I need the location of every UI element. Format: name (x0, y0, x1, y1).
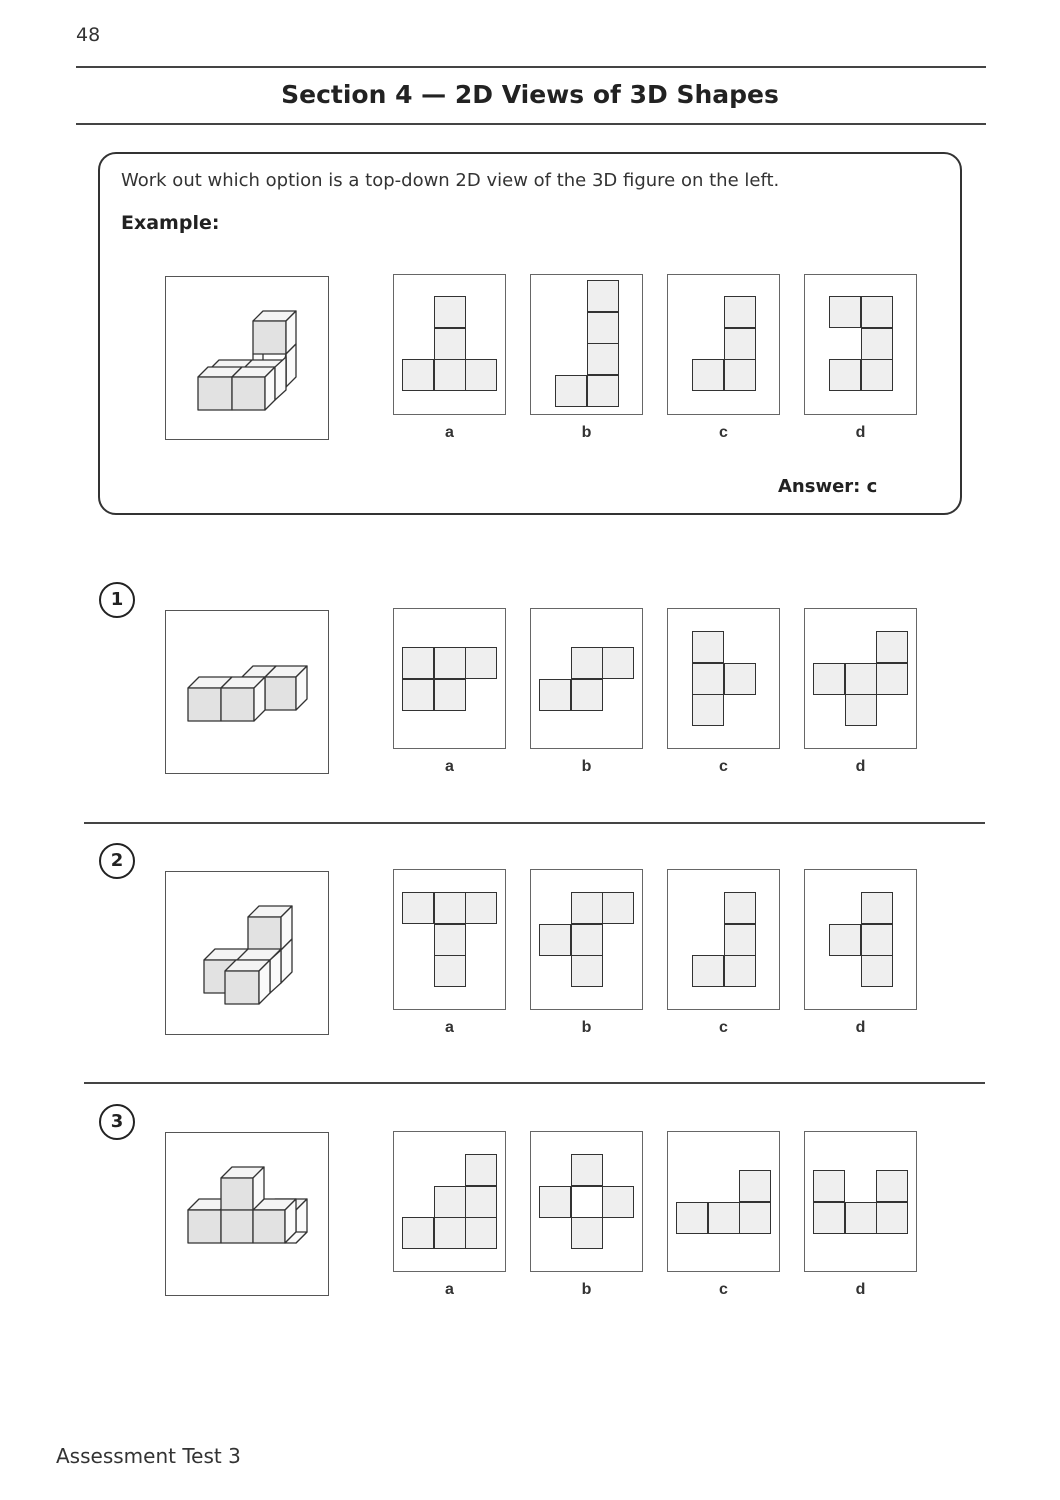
grid-square (724, 359, 756, 391)
grid-square (571, 1217, 603, 1249)
example-option-b[interactable] (530, 274, 643, 415)
question-number-3: 3 (99, 1104, 135, 1140)
example-label: Example: (121, 212, 220, 234)
example-3d-figure (165, 276, 329, 440)
grid-square (724, 296, 756, 328)
question-2-option-d[interactable] (804, 869, 917, 1010)
option-label-b: b (581, 1281, 592, 1298)
section-title: Section 4 — 2D Views of 3D Shapes (281, 80, 779, 109)
grid-square (829, 296, 861, 328)
grid-square (402, 647, 434, 679)
grid-square (434, 296, 466, 328)
question-3-3d-figure (165, 1132, 329, 1296)
grid-square (676, 1202, 708, 1234)
grid-square (813, 663, 845, 695)
grid-square (571, 647, 603, 679)
grid-square (739, 1170, 771, 1202)
grid-square (845, 1202, 877, 1234)
grid-square (876, 663, 908, 695)
instructions-text: Work out which option is a top-down 2D view of the 3D figure on the left. (121, 170, 780, 191)
grid-square (587, 375, 619, 407)
grid-square (587, 312, 619, 344)
question-3-option-c[interactable] (667, 1131, 780, 1272)
grid-square (876, 631, 908, 663)
grid-square (692, 663, 724, 695)
option-label-a: a (445, 758, 454, 775)
grid-square (465, 1154, 497, 1186)
grid-square (465, 359, 497, 391)
grid-square (861, 328, 893, 360)
grid-square (692, 631, 724, 663)
grid-square (692, 359, 724, 391)
option-label-b: b (581, 1019, 592, 1036)
question-1-option-c[interactable] (667, 608, 780, 749)
grid-square (845, 663, 877, 695)
question-divider (84, 1082, 985, 1084)
grid-square (434, 647, 466, 679)
option-label-a: a (445, 1281, 454, 1298)
grid-square (692, 694, 724, 726)
header-top-rule (76, 66, 986, 68)
grid-square (724, 663, 756, 695)
example-option-c[interactable] (667, 274, 780, 415)
grid-square (402, 359, 434, 391)
grid-square (571, 1154, 603, 1186)
grid-square (571, 924, 603, 956)
grid-square (708, 1202, 740, 1234)
grid-square (813, 1170, 845, 1202)
grid-square (465, 892, 497, 924)
grid-square (402, 679, 434, 711)
isometric-cube-figure-icon (166, 611, 330, 775)
grid-square (402, 1217, 434, 1249)
example-option-a[interactable] (393, 274, 506, 415)
question-2-option-b[interactable] (530, 869, 643, 1010)
question-1-option-d[interactable] (804, 608, 917, 749)
grid-square (587, 280, 619, 312)
grid-square (434, 359, 466, 391)
grid-square (861, 924, 893, 956)
page-number: 48 (76, 24, 101, 46)
grid-square (861, 955, 893, 987)
grid-square (539, 924, 571, 956)
option-label-c: c (719, 758, 728, 775)
question-2-option-a[interactable] (393, 869, 506, 1010)
example-option-d[interactable] (804, 274, 917, 415)
grid-square (724, 892, 756, 924)
option-label-c: c (719, 424, 728, 441)
option-label-d: d (855, 1281, 866, 1298)
grid-square (571, 892, 603, 924)
footer-test-name: Assessment Test 3 (56, 1444, 241, 1468)
grid-square (465, 1186, 497, 1218)
grid-square (861, 296, 893, 328)
option-label-d: d (855, 1019, 866, 1036)
grid-square (434, 955, 466, 987)
option-label-a: a (445, 424, 454, 441)
grid-square (539, 679, 571, 711)
grid-square (465, 647, 497, 679)
grid-square (587, 343, 619, 375)
grid-square (829, 359, 861, 391)
grid-square (434, 679, 466, 711)
grid-square (602, 1186, 634, 1218)
grid-square (602, 647, 634, 679)
grid-square (465, 1217, 497, 1249)
grid-square (861, 359, 893, 391)
question-1-option-b[interactable] (530, 608, 643, 749)
grid-square (571, 679, 603, 711)
option-label-c: c (719, 1019, 728, 1036)
question-2-option-c[interactable] (667, 869, 780, 1010)
grid-square (876, 1202, 908, 1234)
grid-square-empty (571, 1186, 603, 1218)
grid-square (813, 1202, 845, 1234)
grid-square (739, 1202, 771, 1234)
grid-square (434, 1186, 466, 1218)
grid-square (434, 328, 466, 360)
example-answer: Answer: c (778, 476, 878, 497)
question-1-3d-figure (165, 610, 329, 774)
grid-square (861, 892, 893, 924)
grid-square (724, 328, 756, 360)
grid-square (876, 1170, 908, 1202)
grid-square (724, 955, 756, 987)
question-number-1: 1 (99, 582, 135, 618)
isometric-cube-figure-icon (166, 872, 330, 1036)
grid-square (539, 1186, 571, 1218)
question-2-3d-figure (165, 871, 329, 1035)
option-label-c: c (719, 1281, 728, 1298)
grid-square (692, 955, 724, 987)
option-label-a: a (445, 1019, 454, 1036)
grid-square (555, 375, 587, 407)
option-label-d: d (855, 424, 866, 441)
question-3-option-a[interactable] (393, 1131, 506, 1272)
option-label-b: b (581, 758, 592, 775)
isometric-cube-figure-icon (166, 1133, 330, 1297)
question-divider (84, 822, 985, 824)
question-3-option-d[interactable] (804, 1131, 917, 1272)
question-number-2: 2 (99, 843, 135, 879)
grid-square (434, 892, 466, 924)
grid-square (724, 924, 756, 956)
question-1-option-a[interactable] (393, 608, 506, 749)
grid-square (602, 892, 634, 924)
isometric-cube-figure-icon (166, 277, 330, 441)
grid-square (845, 694, 877, 726)
grid-square (402, 892, 434, 924)
option-label-d: d (855, 758, 866, 775)
grid-square (434, 924, 466, 956)
grid-square (434, 1217, 466, 1249)
question-3-option-b[interactable] (530, 1131, 643, 1272)
header-bottom-rule (76, 123, 986, 125)
grid-square (571, 955, 603, 987)
option-label-b: b (581, 424, 592, 441)
grid-square (829, 924, 861, 956)
